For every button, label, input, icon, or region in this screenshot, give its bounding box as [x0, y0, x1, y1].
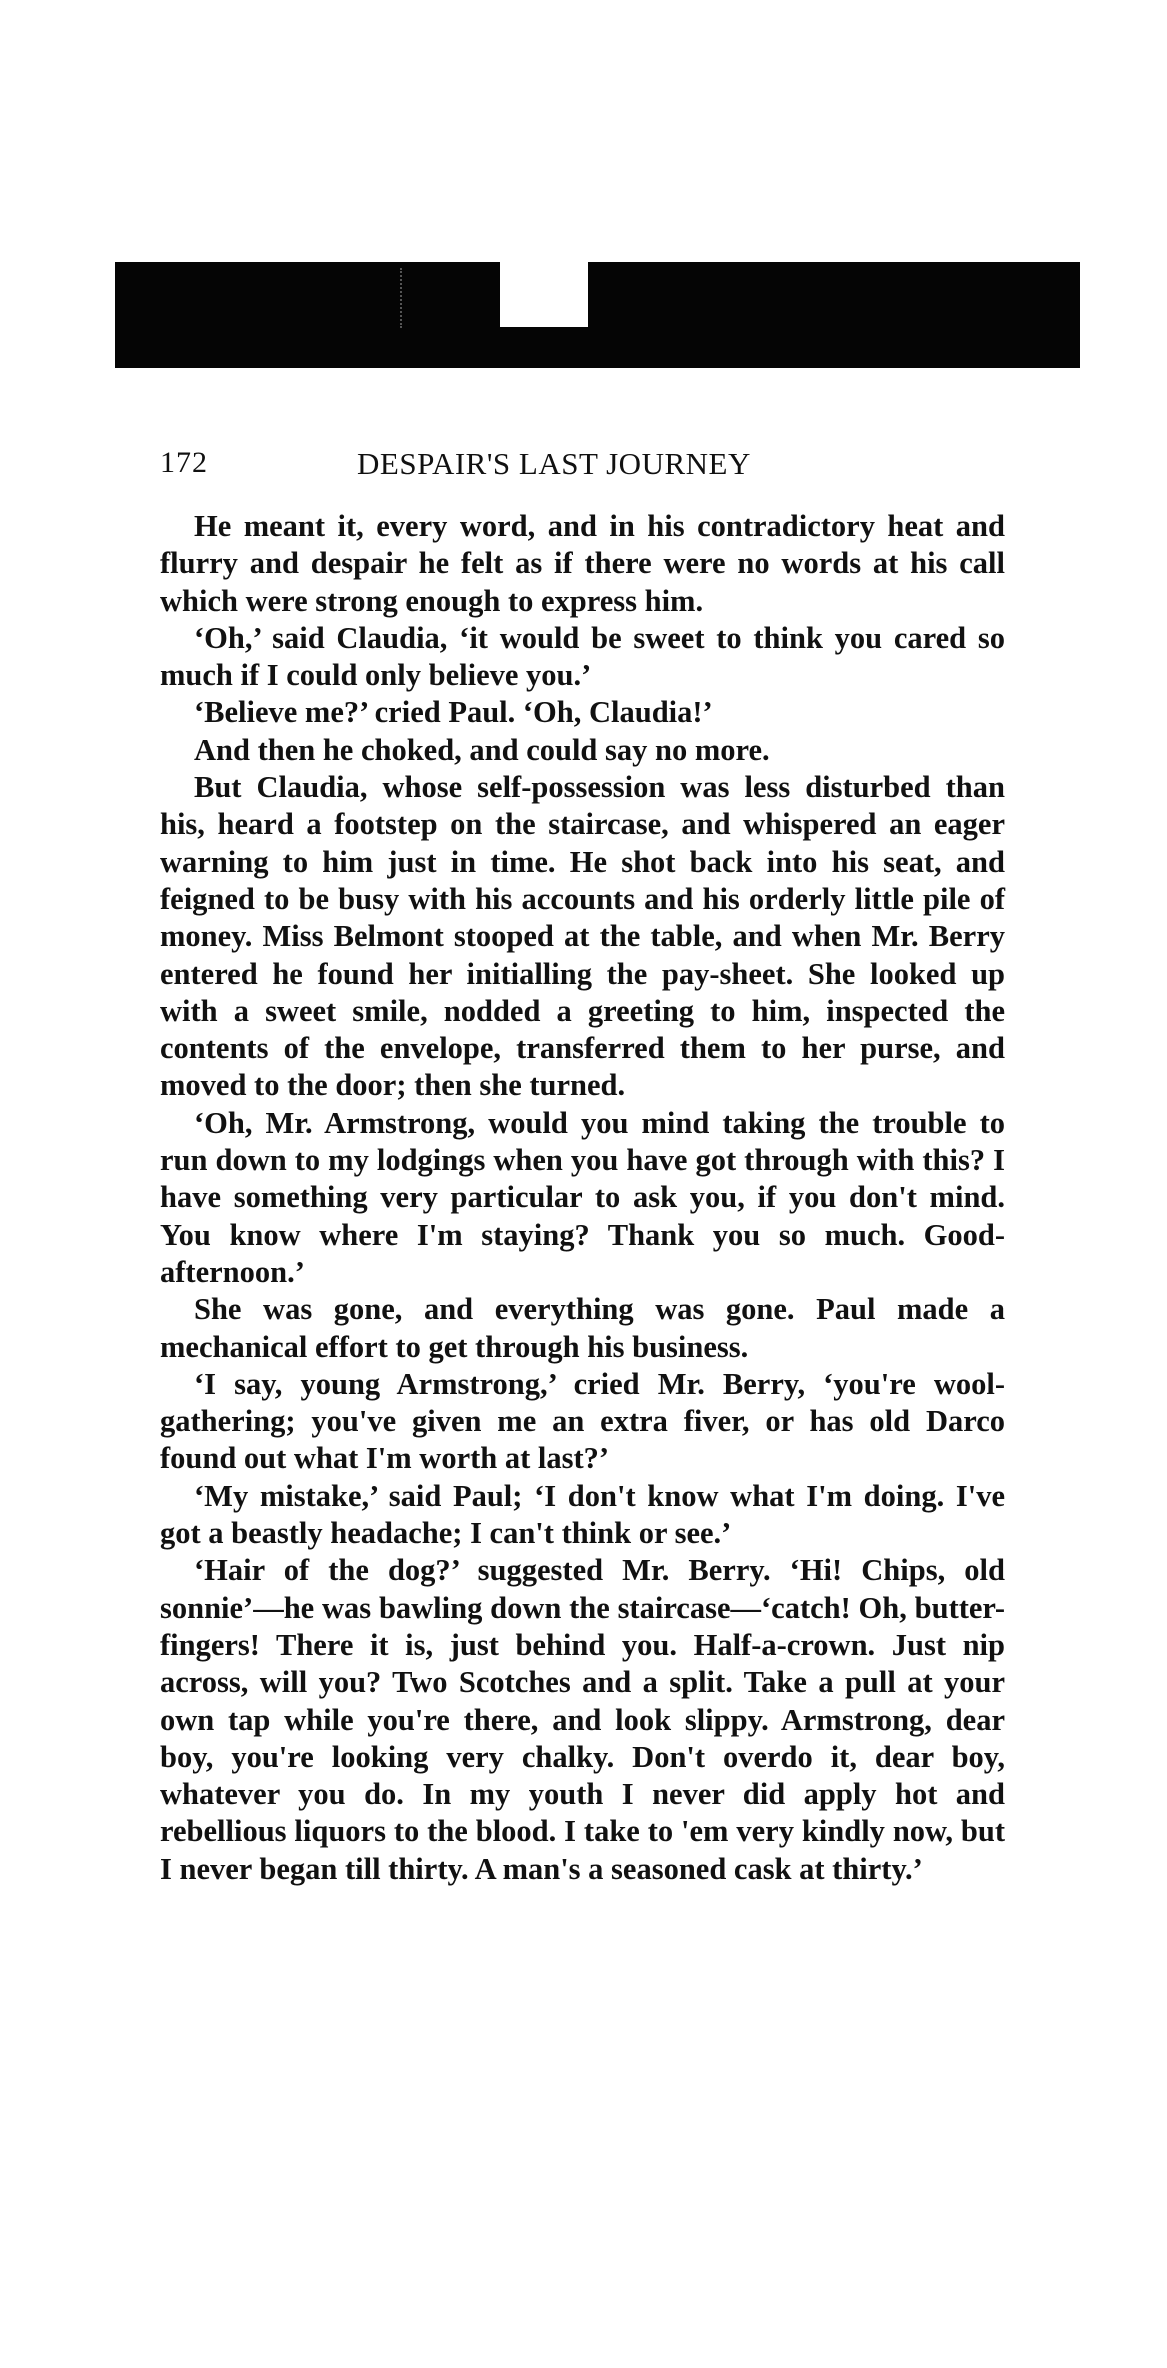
paragraph: And then he choked, and could say no more.: [194, 732, 770, 767]
body-text: [160, 508, 1005, 1888]
paragraph: She was gone, and everything was gone. Paul made a mechanical effort to get through his business.: [160, 1292, 1005, 1364]
paragraph: ‘I say, young Armstrong,’ cried Mr. Berry, ‘you're wool-gathering; you've given me an extra fiver, or has old Darco found out what I'm worth at last?’: [160, 1366, 1005, 1476]
paragraph: But Claudia, whose self-possession was less disturbed than his, heard a footstep on the staircase, and whispered an eager warning to him just in time. He shot back into his seat, and feigned to be busy with his accounts and his orderly little pile of money. Miss Belmont stooped at the table, and when Mr. Berry entered he found her initialling the pay-sheet. She looked up with a sweet smile, nodded a greeting to him, inspected the contents of the envelope, transferred them to her purse, and moved to the door; then she turned.: [160, 770, 1005, 1103]
paragraph: ‘Believe me?’ cried Paul. ‘Oh, Claudia!’: [194, 695, 713, 730]
running-title: DESPAIR'S LAST JOURNEY: [357, 446, 751, 481]
paragraph: He meant it, every word, and in his contradictory heat and flurry and despair he felt as if there were no words at his call which were strong enough to express him.: [160, 509, 1005, 618]
running-head: [160, 446, 1005, 486]
paragraph: ‘Oh,’ said Claudia, ‘it would be sweet to think you cared so much if I could only believe you.’: [160, 620, 1005, 693]
redaction-bar: [115, 262, 1080, 368]
page-number: 172: [160, 446, 208, 479]
paragraph: ‘My mistake,’ said Paul; ‘I don't know what I'm doing. I've got a beastly headache; I can't think or see.’: [160, 1478, 1005, 1551]
paragraph: ‘Oh, Mr. Armstrong, would you mind taking the trouble to run down to my lodgings when you have got through with this? I have something very particular to ask you, if you don't mind. You know where I'm staying? Thank you so much. Good-afternoon.’: [160, 1105, 1005, 1289]
bar-notch: [500, 262, 588, 327]
paragraph: ‘Hair of the dog?’ suggested Mr. Berry. ‘Hi! Chips, old sonnie’—he was bawling down the staircase—‘catch! Oh, butter-fingers! There it is, just behind you. Half-a-crown. Just nip across, will you? Two Scotches and a split. Take a pull at your own tap while you're there, and look slippy. Armstrong, dear boy, you're looking very chalky. Don't overdo it, dear boy, whatever you do. In my youth I never did apply hot and rebellious liquors to the blood. I take to 'em very kindly now, but I never began till thirty. A man's a seasoned cask at thirty.’: [160, 1553, 1005, 1886]
bar-specks: [400, 268, 406, 328]
